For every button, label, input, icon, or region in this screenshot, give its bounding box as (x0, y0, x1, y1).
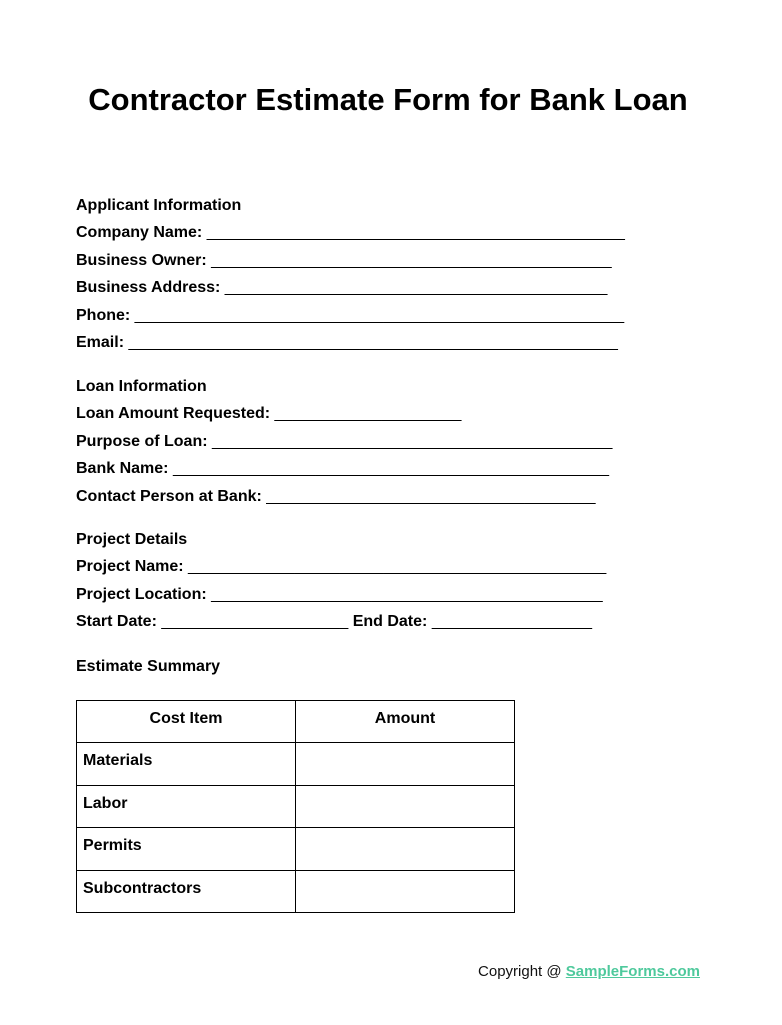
brand-link[interactable]: SampleForms.com (565, 963, 700, 980)
start-date-label: Start Date: (76, 613, 157, 630)
phone-field[interactable] (76, 306, 716, 334)
cost-item-cell: Materials (77, 743, 296, 786)
project-location-field[interactable] (76, 585, 716, 613)
amount-cell[interactable] (296, 828, 515, 871)
field-label: Business Owner: (76, 251, 207, 269)
estimate-summary-section (76, 657, 716, 684)
business-owner-field[interactable] (76, 251, 716, 279)
field-label: Loan Amount Requested: (76, 405, 271, 422)
project-details-section (76, 530, 716, 640)
project-name-field[interactable] (76, 557, 716, 585)
copyright-footer (478, 962, 700, 982)
amount-cell[interactable] (296, 743, 515, 786)
field-label: Email: (76, 334, 125, 351)
column-header-cost-item: Cost Item (77, 701, 296, 743)
section-heading: Project Details (76, 531, 188, 548)
fill-in-line[interactable]: _____________________________________ (266, 487, 596, 505)
table-row (77, 870, 515, 913)
loan-amount-field[interactable] (76, 404, 716, 432)
fill-in-line[interactable]: _____________________________________________ (211, 251, 612, 269)
amount-cell[interactable] (296, 870, 515, 913)
section-heading: Estimate Summary (76, 658, 221, 675)
field-label: Project Name: (76, 558, 184, 575)
fill-in-line[interactable]: _____________________________________________ (212, 432, 613, 450)
field-label: Company Name: (76, 224, 203, 241)
applicant-information-section (76, 196, 716, 361)
business-address-field[interactable] (76, 278, 716, 306)
fill-in-line[interactable]: _______________________________________________________ (128, 334, 618, 351)
company-name-field[interactable] (76, 223, 716, 251)
end-date-line[interactable]: __________________ (431, 613, 592, 630)
field-label: Business Address: (76, 279, 221, 296)
fill-in-line[interactable]: _______________________________________________ (188, 558, 607, 575)
fill-in-line[interactable]: _______________________________________________ (206, 224, 625, 241)
cost-item-cell: Subcontractors (77, 870, 296, 913)
estimate-table (76, 700, 515, 913)
table-row (77, 743, 515, 786)
table-row (77, 828, 515, 871)
section-heading: Loan Information (76, 378, 207, 395)
purpose-of-loan-field[interactable] (76, 432, 716, 460)
fill-in-line[interactable]: _______________________________________________________ (134, 306, 625, 324)
section-heading: Applicant Information (76, 197, 242, 214)
end-date-label: End Date: (352, 613, 428, 630)
fill-in-line[interactable]: ___________________________________________ (224, 279, 608, 296)
field-label: Bank Name: (76, 460, 169, 477)
bank-contact-person-field[interactable] (76, 487, 716, 515)
amount-cell[interactable] (296, 785, 515, 828)
field-label: Phone: (76, 306, 131, 324)
dates-row (76, 612, 716, 640)
copyright-text: Copyright @ (478, 963, 566, 980)
field-label: Purpose of Loan: (76, 432, 208, 450)
fill-in-line[interactable]: _________________________________________________ (172, 460, 609, 477)
field-label: Contact Person at Bank: (76, 487, 262, 505)
cost-item-cell: Permits (77, 828, 296, 871)
loan-information-section (76, 377, 716, 514)
bank-name-field[interactable] (76, 459, 716, 487)
field-label: Project Location: (76, 585, 207, 603)
page-title: Contractor Estimate Form for Bank Loan (88, 82, 688, 117)
table-row (77, 785, 515, 828)
fill-in-line[interactable]: ____________________________________________ (211, 585, 603, 603)
column-header-amount: Amount (296, 701, 515, 743)
email-field[interactable] (76, 333, 716, 361)
table-header-row (77, 701, 515, 743)
fill-in-line[interactable]: _____________________ (274, 405, 462, 422)
start-date-line[interactable]: _____________________ (161, 613, 349, 630)
cost-item-cell: Labor (77, 785, 296, 828)
